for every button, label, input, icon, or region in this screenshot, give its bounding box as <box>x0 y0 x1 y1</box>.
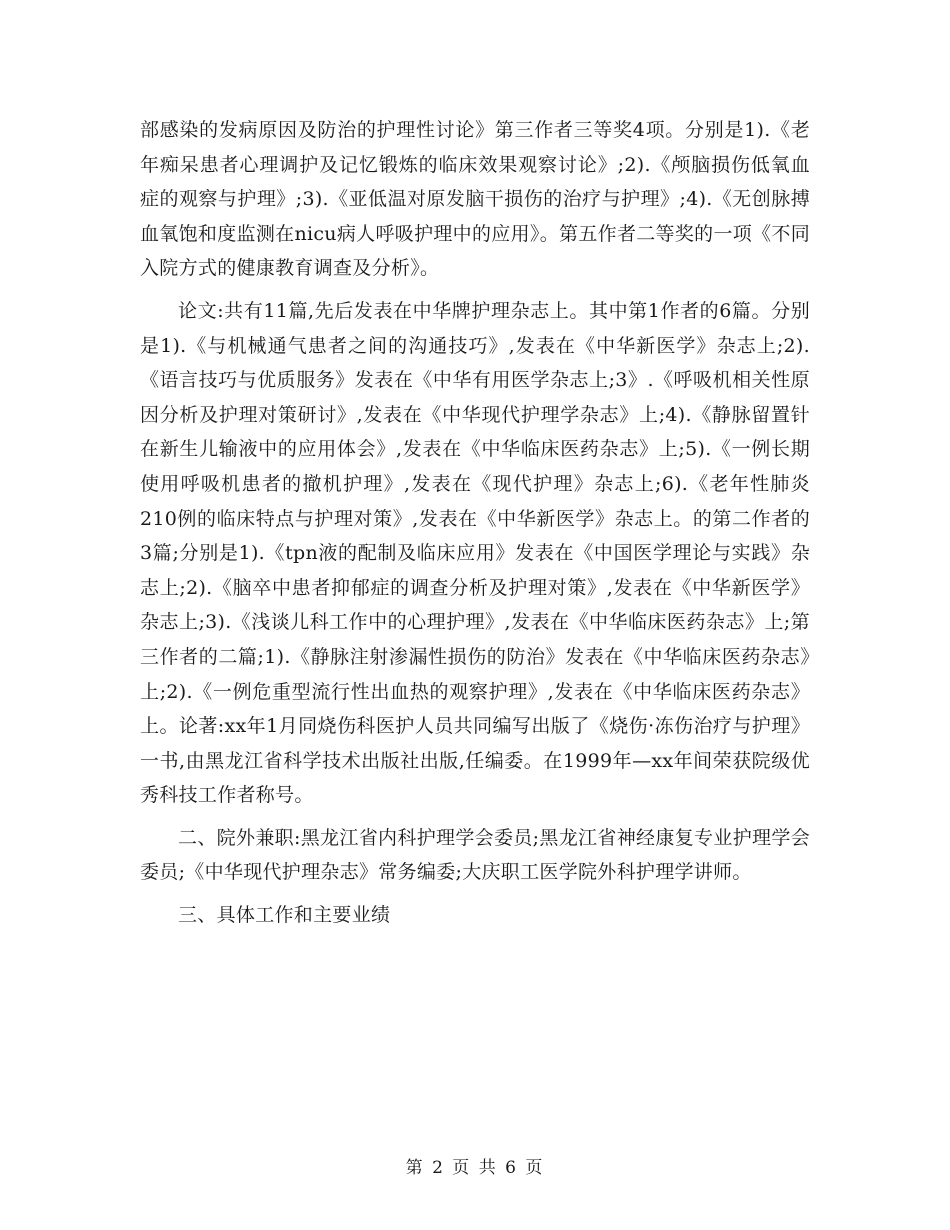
page-number-footer: 第 2 页 共 6 页 <box>405 1158 545 1178</box>
paragraph-awards: 部感染的发病原因及防治的护理性讨论》第三作者三等奖4项。分别是1).《老年痴呆患者心理调护及记忆锻炼的临床效果观察讨论》;2).《颅脑损伤低氧血症的观察与护理》;3).《亚低温对原发脑干损伤的治疗与护理》;4).《无创脉搏血氧饱和度监测在nicu病人呼吸护理中的应用》。第五作者二等奖的一项《不同入院方式的健康教育调查及分析》。 <box>140 119 810 280</box>
paragraph-gap <box>140 286 810 294</box>
paragraph-external-roles: 二、院外兼职:黑龙江省内科护理学会委员;黑龙江省神经康复专业护理学会委员;《中华现代护理杂志》常务编委;大庆职工医学院外科护理学讲师。 <box>140 826 810 884</box>
paragraph-gap <box>140 890 810 898</box>
paragraph-papers: 论文:共有11篇,先后发表在中华牌护理杂志上。其中第1作者的6篇。分别是1).《与机械通气患者之间的沟通技巧》,发表在《中华新医学》杂志上;2).《语言技巧与优质服务》发表在《中华有用医学杂志上;3》.《呼吸机相关性原因分析及护理对策研讨》,发表在《中华现代护理学杂志》上;4).《静脉留置针在新生儿输液中的应用体会》,发表在《中华临床医药杂志》上;5).《一例长期使用呼吸机患者的撤机护理》,发表在《现代护理》杂志上;6).《老年性肺炎210例的临床特点与护理对策》,发表在《中华新医学》杂志上。的第二作者的3篇;分别是1).《tpn液的配制及临床应用》发表在《中国医学理论与实践》杂志上;2).《脑卒中患者抑郁症的调查分析及护理对策》,发表在《中华新医学》杂志上;3).《浅谈儿科工作中的心理护理》,发表在《中华临床医药杂志》上;第三作者的二篇;1).《静脉注射渗漏性损伤的防治》发表在《中华临床医药杂志》上;2).《一例危重型流行性出血热的观察护理》,发表在《中华临床医药杂志》上。论著:xx年1月同烧伤科医护人员共同编写出版了《烧伤·冻伤治疗与护理》一书,由黑龙江省科学技术出版社出版,任编委。在1999年—xx年间荣获院级优秀科技工作者称号。 <box>140 299 810 807</box>
section-heading-work-achievements: 三、具体工作和主要业绩 <box>178 904 391 927</box>
paragraph-gap <box>140 813 810 821</box>
document-body <box>140 113 810 933</box>
